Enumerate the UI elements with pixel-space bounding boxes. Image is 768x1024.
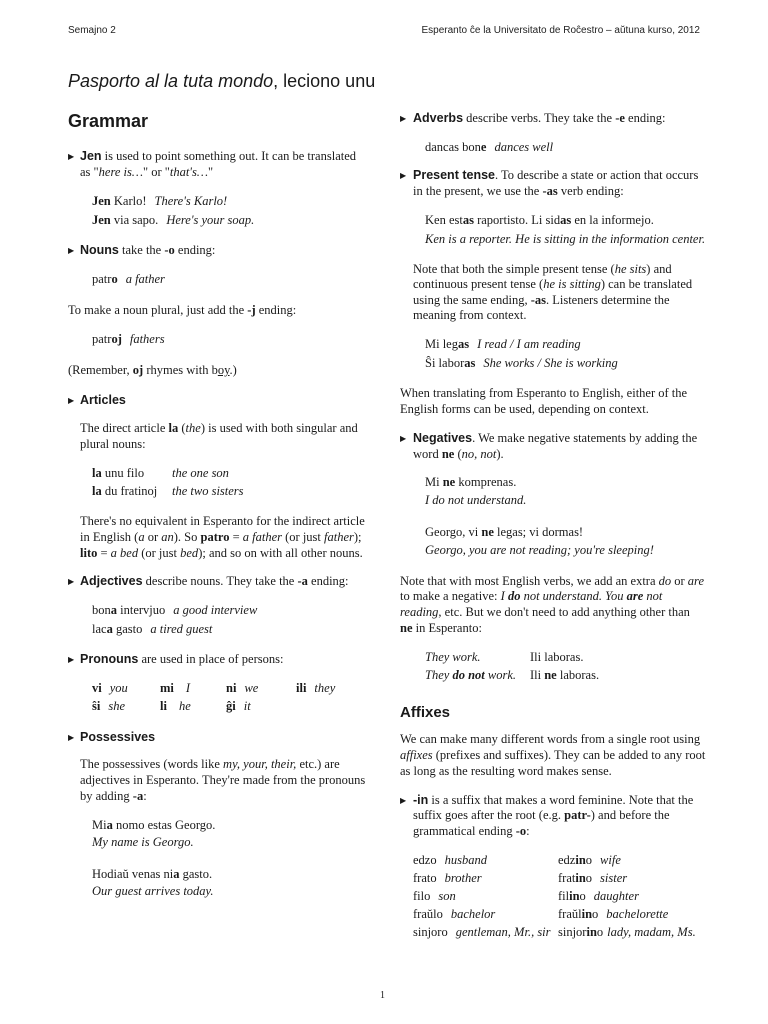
affix-row-f: sinjorino lady, madam, Ms. bbox=[558, 925, 696, 939]
affix-row-f: edzino wife bbox=[558, 853, 621, 867]
present-note-l3: using the same ending, -as. Listeners determine the bbox=[413, 293, 670, 307]
articles-ex-1-en: the one son bbox=[172, 466, 229, 480]
running-header-left: Semajno 2 bbox=[68, 25, 116, 36]
affix-row-f: filino daughter bbox=[558, 889, 639, 903]
bullet-arrow-icon: ▶ bbox=[68, 152, 75, 161]
articles-ex-2-en: the two sisters bbox=[172, 484, 244, 498]
note-l2: to make a negative: I do not understand. You are not bbox=[400, 589, 663, 603]
pronoun-item: li he bbox=[160, 699, 191, 713]
bullet-arrow-icon: ▶ bbox=[400, 171, 407, 180]
bullet-arrow-icon: ▶ bbox=[68, 396, 75, 405]
negatives-ex-1-en: I do not understand. bbox=[425, 493, 527, 507]
nouns-line: Nouns take the -o ending: bbox=[80, 243, 216, 257]
affix-row-f: fratino sister bbox=[558, 871, 628, 885]
page-title: Pasporto al la tuta mondo, leciono unu bbox=[68, 71, 376, 91]
pronoun-item: ili they bbox=[296, 681, 336, 695]
negatives-l2: word ne (no, not). bbox=[413, 447, 504, 461]
note-ex-2-en: They do not work. bbox=[425, 668, 516, 682]
jen-line-1: Jen is used to point something out. It can be translated bbox=[80, 149, 357, 163]
adverbs-line: Adverbs describe verbs. They take the -e ending: bbox=[413, 111, 666, 125]
negatives-ex-1: Mi ne komprenas. bbox=[425, 475, 517, 489]
present-example-en: Ken is a reporter. He is sitting in the information center. bbox=[425, 232, 706, 246]
adjectives-ex-2: laca gasto a tired guest bbox=[92, 622, 213, 636]
pronoun-item: ni we bbox=[226, 681, 259, 695]
bullet-arrow-icon: ▶ bbox=[400, 434, 407, 443]
bullet-arrow-icon: ▶ bbox=[68, 246, 75, 255]
present-ex-2: Ŝi laboras She works / She is working bbox=[425, 356, 618, 370]
pronoun-item: ĝi it bbox=[226, 699, 251, 713]
note-l1: Note that with most English verbs, we add an extra do or are bbox=[400, 574, 704, 588]
possessives-ex-1: Mia nomo estas Georgo. bbox=[92, 818, 216, 832]
bullet-arrow-icon: ▶ bbox=[68, 733, 75, 742]
in-suffix-l3: grammatical ending -o: bbox=[413, 824, 530, 838]
articles-heading: Articles bbox=[80, 393, 126, 407]
running-header-right: Esperanto ĉe la Universitato de Roĉestro – aŭtuna kurso, 2012 bbox=[421, 25, 700, 36]
adjectives-ex-1: bona intervjuo a good interview bbox=[92, 603, 258, 617]
possessives-ex-1-en: My name is Georgo. bbox=[92, 835, 194, 849]
articles-p1-l1: The direct article la (the) is used with both singular and bbox=[80, 421, 358, 435]
present-note-l2: continuous present tense (he is sitting) can be translated bbox=[413, 277, 693, 291]
page-number: 1 bbox=[380, 990, 385, 1001]
articles-ex-2: la du fratinoj bbox=[92, 484, 158, 498]
note-l3: reading, etc. But we don't need to add anything other than bbox=[400, 605, 690, 619]
note-ex-1-en: They work. bbox=[425, 650, 481, 664]
jen-line-2: as "here is…" or "that's…" bbox=[80, 165, 214, 179]
articles-p2-l3: lito = a bed (or just bed); and so on with all other nouns. bbox=[80, 546, 363, 560]
articles-p2-l2: in English (a or an). So patro = a father (or just father); bbox=[80, 530, 362, 544]
possessives-ex-2-en: Our guest arrives today. bbox=[92, 884, 214, 898]
pronoun-item: ŝi she bbox=[92, 699, 126, 713]
affixes-l1: We can make many different words from a single root using bbox=[400, 732, 701, 746]
present-ex-1: Mi legas I read / I am reading bbox=[425, 337, 581, 351]
present-example: Ken estas raportisto. Li sidas en la informejo. bbox=[425, 213, 654, 227]
possessives-l3: by adding -a: bbox=[80, 789, 147, 803]
negatives-l1: Negatives. We make negative statements by adding the bbox=[413, 431, 698, 445]
possessives-heading: Possessives bbox=[80, 730, 156, 744]
pronouns-line: Pronouns are used in place of persons: bbox=[80, 652, 284, 666]
grammar-heading: Grammar bbox=[68, 111, 149, 131]
articles-p1-l2: plural nouns: bbox=[80, 437, 146, 451]
bullet-arrow-icon: ▶ bbox=[400, 114, 407, 123]
possessives-l2: adjectives in Esperanto. They're made from the pronouns bbox=[80, 773, 366, 787]
articles-p2-l1: There's no equivalent in Esperanto for the indirect article bbox=[80, 514, 365, 528]
in-suffix-l1: -in is a suffix that makes a word feminine. Note that the bbox=[413, 793, 694, 807]
adjectives-line: Adjectives describe nouns. They take the -a ending: bbox=[80, 574, 349, 588]
pronoun-item: vi you bbox=[92, 681, 128, 695]
affixes-l2: affixes (prefixes and suffixes). They can be added to any root bbox=[400, 748, 706, 762]
negatives-ex-2-en: Georgo, you are not reading; you're sleeping! bbox=[425, 543, 654, 557]
translating-l1: When translating from Esperanto to English, either of the bbox=[400, 386, 688, 400]
note-ex-1-eo: Ili laboras. bbox=[530, 650, 584, 664]
present-note-l1: Note that both the simple present tense (he sits) and bbox=[413, 262, 672, 276]
translating-l2: English forms can be used, depending on context. bbox=[400, 402, 649, 416]
note-l4: ne in Esperanto: bbox=[400, 621, 482, 635]
negatives-ex-2: Georgo, vi ne legas; vi dormas! bbox=[425, 525, 584, 539]
bullet-arrow-icon: ▶ bbox=[68, 655, 75, 664]
bullet-arrow-icon: ▶ bbox=[400, 796, 407, 805]
remember-note: (Remember, oj rhymes with boy.) bbox=[68, 363, 237, 377]
plural-line: To make a noun plural, just add the -j ending: bbox=[68, 303, 297, 317]
nouns-example: patro a father bbox=[92, 272, 165, 286]
in-suffix-l2: suffix goes after the root (e.g. patr-) and before the bbox=[413, 808, 670, 822]
jen-example-1: Jen Karlo! There's Karlo! bbox=[92, 194, 228, 208]
affix-row-m: fraŭlo bachelor bbox=[413, 907, 496, 921]
pronoun-item: mi I bbox=[160, 681, 191, 695]
affix-row-m: filo son bbox=[413, 889, 456, 903]
affix-row-m: edzo husband bbox=[413, 853, 487, 867]
present-note-l4: meaning from context. bbox=[413, 308, 527, 322]
note-ex-2-eo: Ili ne laboras. bbox=[530, 668, 600, 682]
possessives-l1: The possessives (words like my, your, their, etc.) are bbox=[80, 757, 340, 771]
affixes-heading: Affixes bbox=[400, 704, 451, 721]
affix-row-m: frato brother bbox=[413, 871, 482, 885]
adverbs-example: dancas bone dances well bbox=[425, 140, 554, 154]
plural-example: patroj fathers bbox=[92, 332, 165, 346]
affix-row-f: fraŭlino bachelorette bbox=[558, 907, 669, 921]
jen-example-2: Jen via sapo. Here's your soap. bbox=[92, 213, 255, 227]
present-l2: in the present, we use the -as verb ending: bbox=[413, 184, 624, 198]
affixes-l3: as long as the resulting word makes sense. bbox=[400, 764, 612, 778]
possessives-ex-2: Hodiaŭ venas nia gasto. bbox=[92, 867, 213, 881]
present-l1: Present tense. To describe a state or action that occurs bbox=[413, 168, 699, 182]
affix-row-m: sinjoro gentleman, Mr., sir bbox=[413, 925, 551, 939]
bullet-arrow-icon: ▶ bbox=[68, 577, 75, 586]
articles-ex-1: la unu filo bbox=[92, 466, 145, 480]
